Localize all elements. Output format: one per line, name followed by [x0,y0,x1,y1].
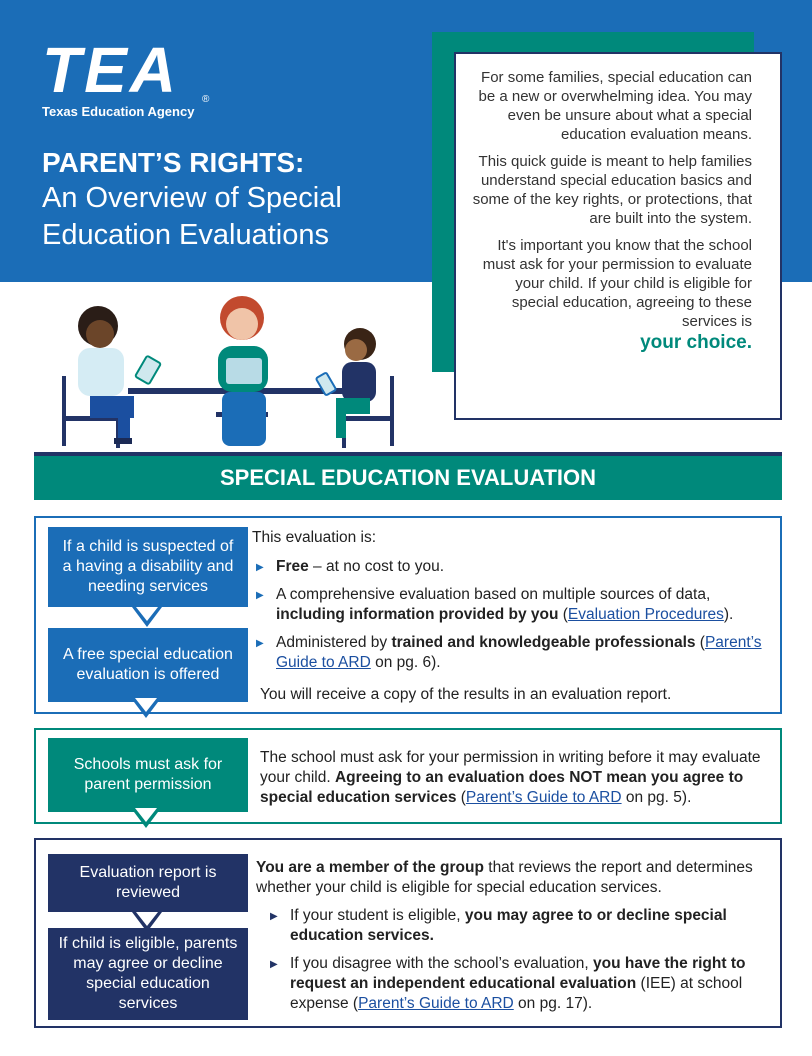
logo-wordmark: TEA [42,34,179,106]
parents-guide-ard-link-pg6[interactable]: Parent’s Guide to ARD [276,634,762,671]
evaluation-offer-panel [34,516,782,714]
step-report-reviewed: Evaluation report is reviewed [48,854,248,912]
evaluation-procedures-link[interactable]: Evaluation Procedures [567,606,724,623]
title-line-1: PARENT’S RIGHTS: [42,147,305,178]
step-free-evaluation-offered: A free special education evaluation is offered [48,628,248,702]
parents-guide-ard-link-pg5[interactable]: Parent’s Guide to ARD [465,789,622,806]
bullet-free: ▶ Free – at no cost to you. [252,557,762,577]
bullet-administered: ▶ Administered by trained and knowledgeable professionals (Parent’s Guide to ARD on pg. 6). [252,633,762,673]
step-parent-permission: Schools must ask for parent permission [48,738,248,812]
intro-paragraph-2: This quick guide is meant to help families understand special education basics and some of the key rights, or protections, that are built into the system. [472,153,752,227]
parents-guide-ard-link-pg17[interactable]: Parent’s Guide to ARD [358,995,514,1012]
registered-mark: ® [202,94,210,105]
intro-box [454,52,782,420]
flow-arrow-inner [136,607,158,621]
section-title-bar: SPECIAL EDUCATION EVALUATION [34,452,782,500]
evaluation-intro: This evaluation is: [252,529,377,546]
intro-paragraph-1: For some families, special education can be a new or overwhelming idea. You may even be unsure about what a special education evaluation means. [478,69,752,143]
report-review-details [256,858,770,1022]
bullet-eligible-choice: ▶ If your student is eligible, you may agree to or decline special education services. [266,906,770,946]
evaluation-report-note: You will receive a copy of the results in an evaluation report. [260,686,672,703]
evaluation-details [252,528,762,705]
flow-arrow-inner [135,808,157,822]
tea-logo [42,34,210,119]
agency-name: Texas Education Agency [42,104,195,119]
report-review-panel [34,838,782,1028]
step-agree-or-decline: If child is eligible, parents may agree or decline special education services [48,928,248,1020]
permission-details: The school must ask for your permission in writing before it may evaluate your child. Agreeing to an evaluation does NOT mean you agree to special education services (Parent’s Guide to ARD on pg. 5). [260,749,761,806]
page-title [42,146,342,254]
bullet-iee-right: ▶ If you disagree with the school’s evaluation, you have the right to request an independent educational evaluation (IEE) at school expense (Parent’s Guide to ARD on pg. 17). [266,954,770,1014]
title-line-2: An Overview of Special [42,182,342,214]
flow-arrow-inner [136,912,158,926]
flow-arrow-inner [135,698,157,712]
step-suspected-disability: If a child is suspected of a having a disability and needing services [48,527,248,607]
your-choice-emphasis: your choice. [640,332,752,353]
title-line-3: Education Evaluations [42,219,329,251]
intro-paragraph-3: It's important you know that the school must ask for your permission to evaluate your child. If your child is eligible for special education, agreeing to these services is your choice. [470,236,752,352]
bullet-comprehensive: ▶ A comprehensive evaluation based on multiple sources of data, including information provided by you (Evaluation Procedures). [252,585,762,625]
group-member-statement: You are a member of the group that reviews the report and determines whether your child is eligible for special education services. [256,859,753,896]
family-table-illustration [50,288,420,448]
